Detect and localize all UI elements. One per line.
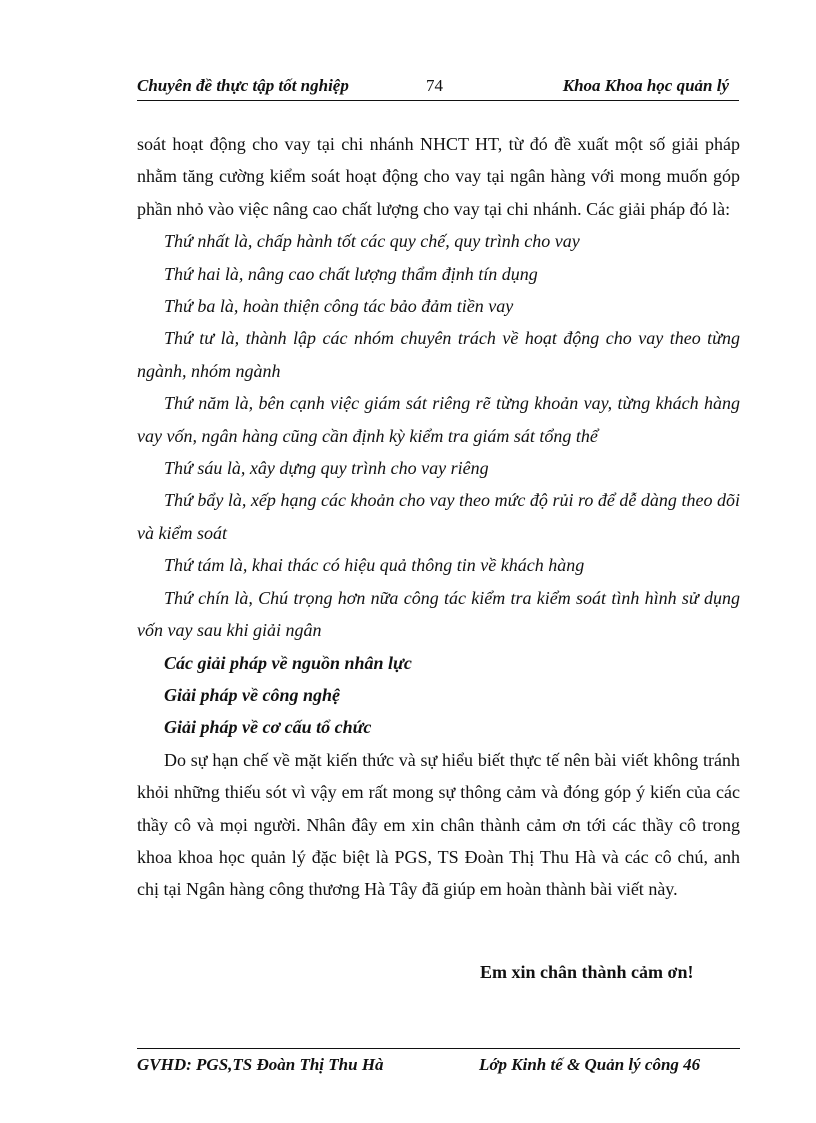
bold-solution-item: Các giải pháp về nguồn nhân lực: [164, 652, 412, 673]
page-header: [137, 74, 739, 101]
bold-solution-item: Giải pháp về cơ cấu tổ chức: [164, 717, 372, 738]
solution-item: Thứ tư là, thành lập các nhóm chuyên trách về hoạt động cho vay theo từng ngành, nhóm ngành: [137, 328, 740, 381]
solution-item: Thứ ba là, hoàn thiện công tác bảo đảm tiền vay: [164, 296, 514, 317]
solution-item: Thứ nhất là, chấp hành tốt các quy chế, quy trình cho vay: [164, 231, 580, 252]
solution-item: Thứ sáu là, xây dựng quy trình cho vay riêng: [164, 458, 489, 479]
solution-item: Thứ hai là, nâng cao chất lượng thẩm định tín dụng: [164, 263, 538, 284]
solution-item: Thứ tám là, khai thác có hiệu quả thông tin về khách hàng: [164, 555, 585, 576]
conclusion-paragraph: Do sự hạn chế về mặt kiến thức và sự hiểu biết thực tế nên bài viết không tránh khỏi những thiếu sót vì vậy em rất mong sự thông cảm và đóng góp ý kiến của các thầy cô và mọi người. Nhân đây em xin chân thành cảm ơn tới các thầy cô trong khoa khoa học quản lý đặc biệt là PGS, TS Đoàn Thị Thu Hà và các cô chú, anh chị tại Ngân hàng công thương Hà Tây đã giúp em hoàn thành bài viết này.: [137, 749, 740, 900]
header-department: Khoa Khoa học quản lý: [562, 76, 729, 95]
header-title: Chuyên đề thực tập tốt nghiệp: [137, 76, 349, 95]
page-number: 74: [426, 76, 443, 95]
solution-item: Thứ năm là, bên cạnh việc giám sát riêng rẽ từng khoản vay, từng khách hàng vay vốn, ngân hàng cũng cần định kỳ kiểm tra giám sát tổng thể: [137, 393, 740, 446]
solution-item: Thứ chín là, Chú trọng hơn nữa công tác kiểm tra kiểm soát tình hình sử dụng vốn vay sau khi giải ngân: [137, 587, 740, 641]
closing-thanks: Em xin chân thành cảm ơn!: [480, 962, 694, 982]
bold-solution-item: Giải pháp về công nghệ: [164, 684, 341, 705]
intro-paragraph: soát hoạt động cho vay tại chi nhánh NHCT HT, từ đó đề xuất một số giải pháp nhằm tăng cường kiểm soát hoạt động cho vay tại ngân hàng với mong muốn góp phần nhỏ vào việc nâng cao chất lượng cho vay tại chi nhánh. Các giải pháp đó là:: [137, 134, 740, 219]
footer-supervisor: GVHD: PGS,TS Đoàn Thị Thu Hà: [137, 1055, 384, 1074]
page-footer: [137, 1048, 740, 1079]
footer-class: Lớp Kinh tế & Quản lý công 46: [479, 1055, 701, 1074]
solution-item: Thứ bẩy là, xếp hạng các khoản cho vay theo mức độ rủi ro để dễ dàng theo dõi và kiểm soát: [137, 490, 740, 543]
body-text: [137, 128, 740, 906]
